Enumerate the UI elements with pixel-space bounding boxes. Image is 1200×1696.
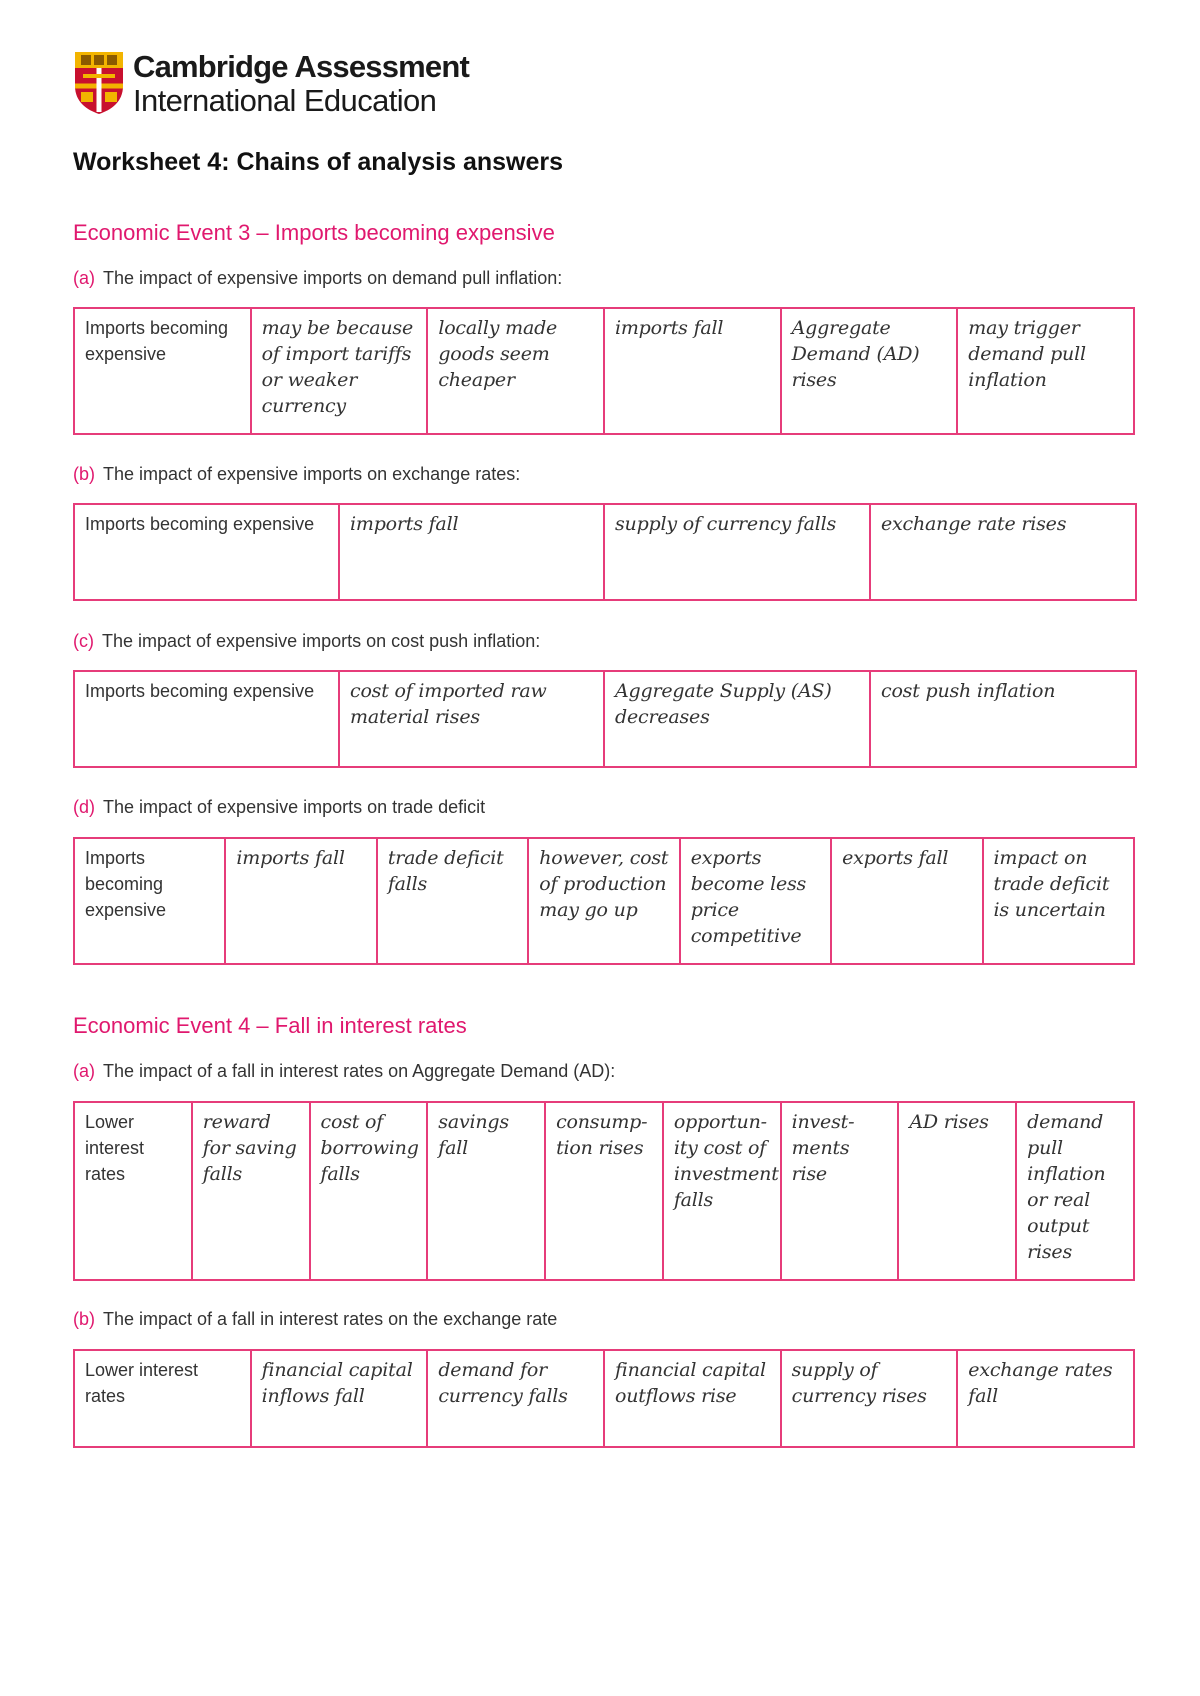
cambridge-shield-icon <box>73 50 125 116</box>
chain-cell: supply of currency rises <box>781 1350 958 1447</box>
event4-question-a <box>73 1061 615 1082</box>
question-letter: (a) <box>73 1061 95 1081</box>
chain-start-cell: Imports becoming expensive <box>74 671 339 767</box>
logo-line-1: Cambridge Assessment <box>133 49 470 84</box>
question-text: The impact of expensive imports on trade deficit <box>103 797 486 817</box>
chain-cell: invest-ments rise <box>781 1102 899 1280</box>
question-text: The impact of expensive imports on exchange rates: <box>103 464 521 484</box>
event3-heading: Economic Event 3 – Imports becoming expensive <box>73 220 555 245</box>
event3-question-b <box>73 464 520 485</box>
page-title: Worksheet 4: Chains of analysis answers <box>73 148 564 176</box>
chain-cell: impact on trade deficit is uncertain <box>983 838 1134 964</box>
chain-cell: imports fall <box>339 504 604 600</box>
logo-line-2: International Education <box>133 83 437 118</box>
event3-chain-b <box>73 503 1137 601</box>
chain-start-cell: Imports becoming expensive <box>74 838 225 964</box>
chain-cell: demand pull inflation or real output rises <box>1016 1102 1134 1280</box>
chain-cell: may be because of import tariffs or weaker currency <box>251 308 428 434</box>
event4-chain-b <box>73 1349 1135 1448</box>
event3-question-d <box>73 797 485 818</box>
chain-cell: financial capital inflows fall <box>251 1350 428 1447</box>
question-letter: (b) <box>73 464 95 484</box>
question-text: The impact of expensive imports on cost push inflation: <box>102 631 541 651</box>
chain-cell: Aggregate Demand (AD) rises <box>781 308 958 434</box>
question-letter: (b) <box>73 1309 95 1329</box>
chain-cell: exports fall <box>831 838 982 964</box>
chain-cell: locally made goods seem cheaper <box>427 308 604 434</box>
chain-cell: exchange rates fall <box>957 1350 1134 1447</box>
chain-cell: may trigger demand pull inflation <box>957 308 1134 434</box>
question-letter: (d) <box>73 797 95 817</box>
chain-start-cell: Imports becoming expensive <box>74 308 251 434</box>
chain-cell: Aggregate Supply (AS) decreases <box>604 671 870 767</box>
question-letter: (a) <box>73 268 95 288</box>
event3-chain-a <box>73 307 1135 435</box>
event4-chain-a <box>73 1101 1135 1281</box>
chain-cell: cost of imported raw material rises <box>339 671 604 767</box>
question-text: The impact of expensive imports on demand pull inflation: <box>103 268 563 288</box>
question-text: The impact of a fall in interest rates on the exchange rate <box>103 1309 558 1329</box>
chain-cell: imports fall <box>604 308 781 434</box>
event3-question-c <box>73 631 540 652</box>
chain-cell: trade deficit falls <box>377 838 528 964</box>
chain-start-cell: Imports becoming expensive <box>74 504 339 600</box>
chain-cell: demand for currency falls <box>427 1350 604 1447</box>
event3-question-a <box>73 268 562 289</box>
chain-cell: however, cost of production may go up <box>528 838 679 964</box>
chain-cell: imports fall <box>225 838 376 964</box>
chain-start-cell: Lower interest rates <box>74 1102 192 1280</box>
chain-cell: cost push inflation <box>870 671 1136 767</box>
chain-cell: exchange rate rises <box>870 504 1136 600</box>
event3-chain-c <box>73 670 1137 768</box>
chain-cell: consump-tion rises <box>545 1102 663 1280</box>
event3-chain-d <box>73 837 1135 965</box>
cambridge-logo <box>73 50 469 118</box>
chain-cell: savings fall <box>427 1102 545 1280</box>
event4-heading: Economic Event 4 – Fall in interest rates <box>73 1013 467 1038</box>
chain-cell: cost of borrowing falls <box>310 1102 428 1280</box>
event4-question-b <box>73 1309 557 1330</box>
chain-cell: exports become less price competitive <box>680 838 831 964</box>
chain-cell: AD rises <box>898 1102 1016 1280</box>
question-text: The impact of a fall in interest rates on Aggregate Demand (AD): <box>103 1061 616 1081</box>
chain-cell: supply of currency falls <box>604 504 870 600</box>
chain-cell: reward for saving falls <box>192 1102 310 1280</box>
question-letter: (c) <box>73 631 94 651</box>
chain-cell: financial capital outflows rise <box>604 1350 781 1447</box>
chain-start-cell: Lower interest rates <box>74 1350 251 1447</box>
chain-cell: opportun-ity cost of investment falls <box>663 1102 781 1280</box>
